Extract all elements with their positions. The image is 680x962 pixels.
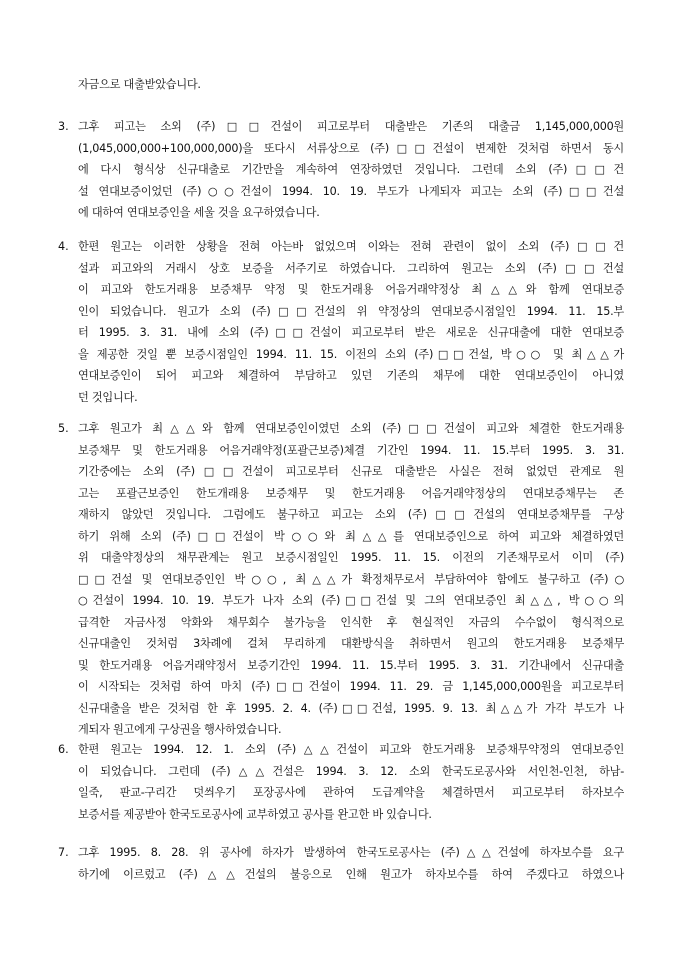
paragraph-line: 연대보증인이 되어 피고와 체결하여 부담하고 있던 기존의 채무에 대한 연대보증인이 아니였 [78,369,624,382]
paragraph-line: 신규대출인 것처럼 3차례에 걸쳐 무리하게 대환방식을 취하면서 원고의 한도거래용 보증채무 [78,637,624,650]
paragraph-7 [58,842,624,885]
paragraph-line: 한편 원고는 1994. 12. 1. 소외 (주)△△건설이 피고와 한도거래용 보증채무약정의 연대보증인 [78,743,624,756]
paragraph-line: 그후 1995. 8. 28. 위 공사에 하자가 발생하여 한국도로공사는 (주)△△건설에 하자보수를 요구 [78,846,624,859]
paragraph-number: 4. [58,240,69,253]
paragraph-line: (1,045,000,000+100,000,000)을 또다시 서류상으로 (주)□□건설이 변제한 것처럼 하면서 동시 [78,141,624,155]
paragraph-number: 5. [58,422,69,435]
paragraph-line: 설과 피고와의 거래시 상호 보증을 서주기로 하였습니다. 그리하여 원고는 소외 (주)□□건설 [78,261,624,275]
paragraph-line: 보증채무 및 한도거래용 어음거래약정(포괄근보증)체결 기간인 1994. 11. 15.부터 1995. 3. 31. [78,443,624,457]
paragraph-3 [58,116,624,224]
paragraph-line: 이 시작되는 것처럼 하여 마치 (주)□□건설이 1994. 11. 29. 금 1,145,000,000원을 피고로부터 [78,680,624,693]
paragraph-line: 위 대출약정상의 채무관계는 원고 보증시점일인 1995. 11. 15. 이전의 기존채무로서 이미 (주) [78,551,624,564]
paragraph-continuation [58,74,624,96]
paragraph-line: 급격한 자금사정 악화와 채무회수 불가능을 인식한 후 현실적인 자금의 수수없이 형식적으로 [78,615,624,629]
paragraph-line: 기간중에는 소외 (주)□□건설이 피고로부터 신규로 대출받은 사실은 전혀 없었던 관계로 원 [78,465,624,478]
paragraph-line: 일죽, 판교-구리간 덧씌우기 포장공사에 관하여 도급계약을 체결하면서 피고로부터 하자보수 [78,786,624,799]
paragraph-line: □□건설 및 연대보증인인 박○○, 최△△가 확정채무로서 부담하여야 함에도 불구하고 (주)○ [78,572,624,586]
paragraph-5 [58,418,624,741]
paragraph-line: 이 피고와 한도거래용 보증채무 약정 및 한도거래용 어음거래약정상 최△△와 함께 연대보증 [78,283,624,296]
paragraph-number: 6. [58,743,69,756]
paragraph-line: 그후 피고는 소외 (주)□□건설이 피고로부터 대출받은 기존의 대출금 1,145,000,000원 [78,120,624,133]
paragraph-number: 3. [58,120,69,133]
paragraph-line: 인이 되었습니다. 원고가 소외 (주)□□건설의 위 약정상의 연대보증시점일인 1994. 11. 15.부 [78,304,624,318]
paragraph-line: 보증서를 제공받아 한국도로공사에 교부하였고 공사를 완고한 바 있습니다. [78,807,432,821]
paragraph-line: 게되자 원고에게 구상권을 행사하였습니다. [78,723,282,736]
paragraph-line: 하기에 이르렀고 (주)△△건설의 불응으로 인해 원고가 하자보수를 하여 주겠다고 하였으나 [78,867,624,881]
paragraph-line: ○건설이 1994. 10. 19. 부도가 나자 소외 (주)□□건설 및 그의 연대보증인 최△△, 박○○의 [78,594,624,607]
paragraph-number: 7. [58,846,69,859]
paragraph-line: 이 되었습니다. 그런데 (주)△△건설은 1994. 3. 12. 소외 한국도로공사와 서인천-인천, 하남- [78,764,624,778]
paragraph-line: 에 대하여 연대보증인을 세울 것을 요구하였습니다. [78,206,320,219]
paragraph-6 [58,739,624,825]
paragraph-line: 한편 원고는 이러한 상황을 전혀 아는바 없었으며 이와는 전혀 관련이 없이 소외 (주)□□건 [78,240,624,253]
paragraph-line: 재하지 않았던 것입니다. 그럼에도 불구하고 피고는 소외 (주)□□건설의 연대보증채무를 구상 [78,508,624,521]
paragraph-line: 신규대출을 받은 것처럼 한 후 1995. 2. 4. (주)□□건설, 1995. 9. 13. 최△△가 가각 부도가 나 [78,701,624,715]
paragraph-line: 을 제공한 것일 뿐 보증시점일인 1994. 11. 15. 이전의 소외 (주)□□건설, 박○○ 및 최△△가 [78,347,624,361]
paragraph-line: 에 다시 형식상 신규대출로 기간만을 계속하여 연장하였던 것입니다. 그런데 소외 (주)□□건 [78,163,624,176]
paragraph-line: 그후 원고가 최△△와 함께 연대보증인이였던 소외 (주)□□건설이 피고와 체결한 한도거래용 [78,422,624,435]
paragraph-line: 하기 위해 소외 (주)□□건설이 박○○와 최△△를 연대보증인으로 하여 피고와 체결하였던 [78,529,624,543]
paragraph-4 [58,236,624,408]
paragraph-line: 및 한도거래용 어음거래약정서 보증기간인 1994. 11. 15.부터 1995. 3. 31. 기간내에서 신규대출 [78,658,624,672]
paragraph-line: 고는 포괄근보증인 한도개래용 보증채무 및 한도거래용 어음거래약정상의 연대보증채무는 존 [78,486,624,500]
paragraph-line: 자금으로 대출받았습니다. [78,78,201,91]
paragraph-line: 터 1995. 3. 31. 내에 소외 (주)□□건설이 피고로부터 받은 새로운 신규대출에 대한 연대보증 [78,326,624,339]
paragraph-line: 설 연대보증이었던 (주)○○건설이 1994. 10. 19. 부도가 나게되자 피고는 소외 (주)□□건설 [78,184,624,198]
paragraph-line: 던 것입니다. [78,390,138,404]
